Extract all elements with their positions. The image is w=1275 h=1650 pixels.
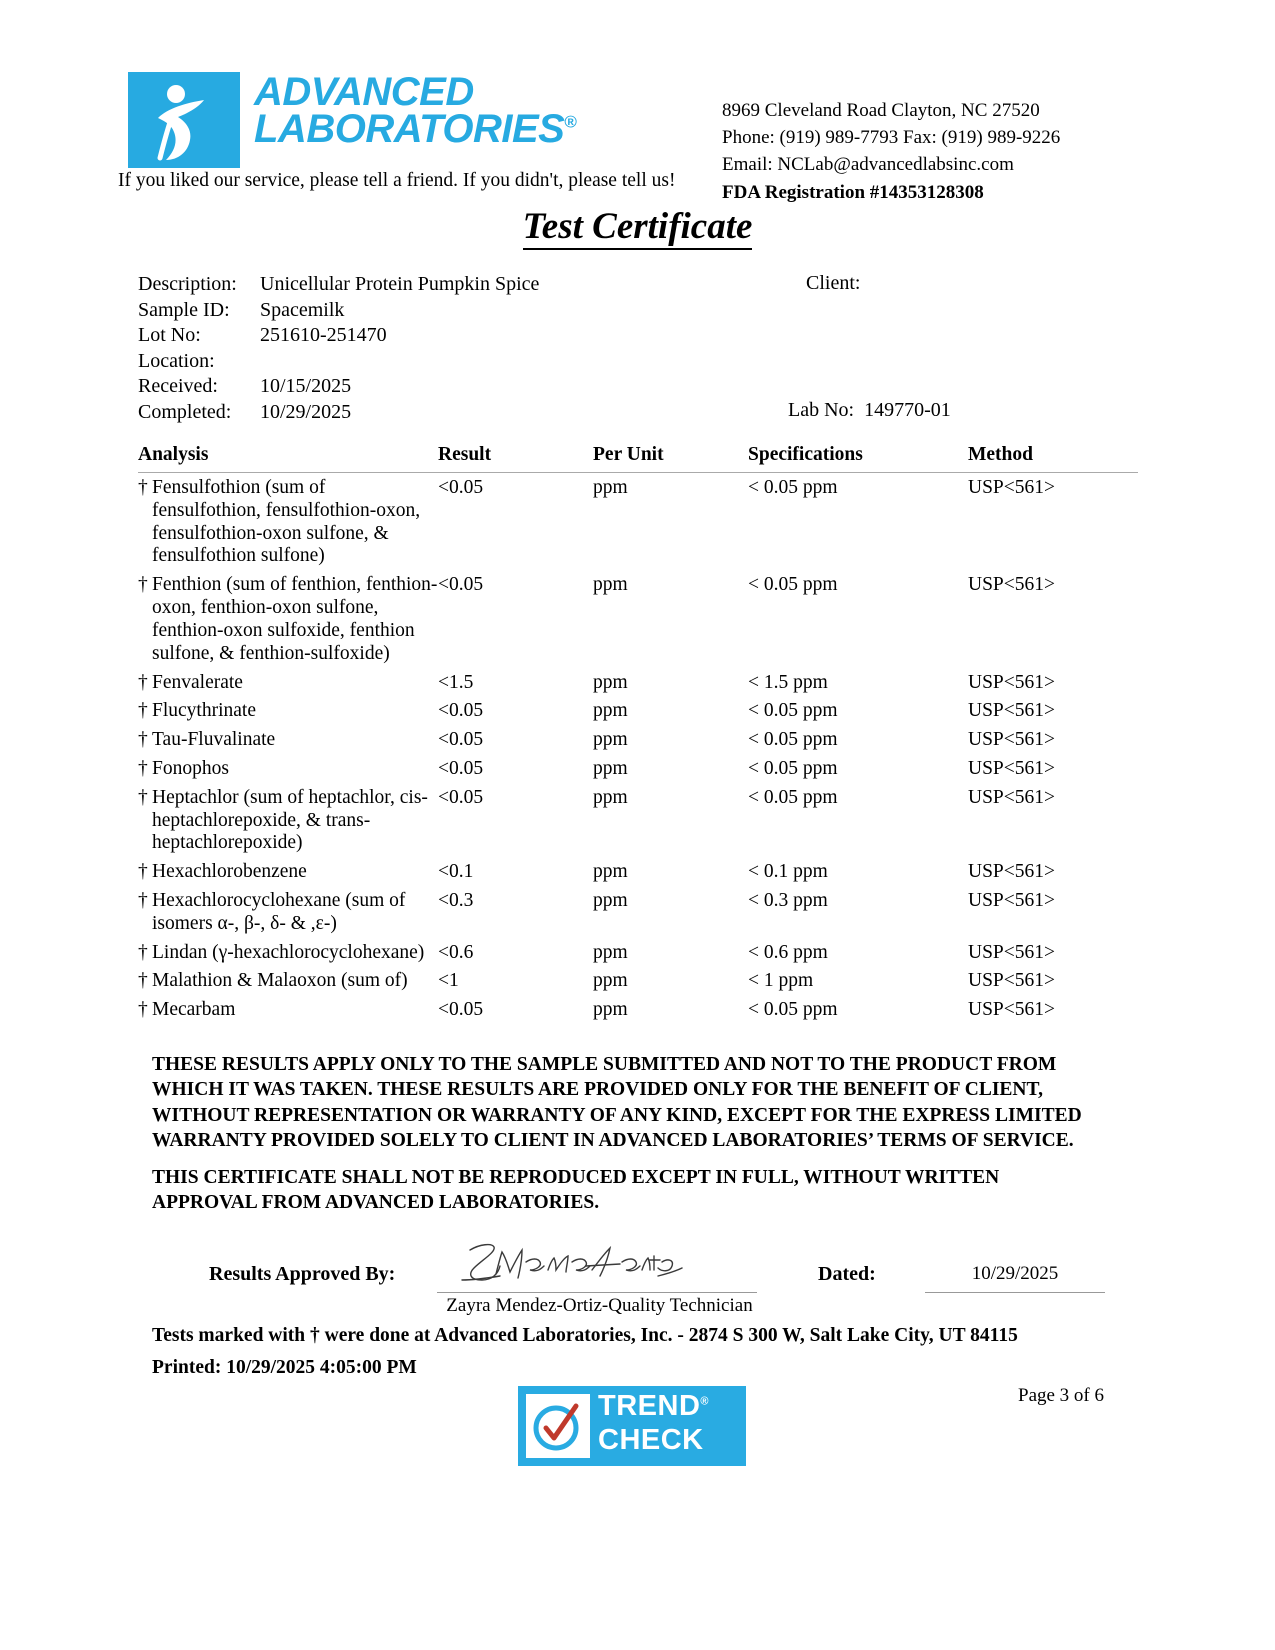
trend-check-badge: [526, 1394, 590, 1458]
dagger-marker: †: [138, 671, 148, 693]
received-value: 10/15/2025: [260, 375, 352, 398]
trend-logo-line-2: CHECK: [598, 1424, 704, 1456]
per-unit-value: ppm: [593, 999, 628, 1021]
table-row: [138, 696, 1138, 725]
table-row: [138, 966, 1138, 995]
analysis-name: Lindan (γ-hexachlorocyclohexane): [152, 941, 425, 963]
disclaimer-results-scope: THESE RESULTS APPLY ONLY TO THE SAMPLE SUBMITTED AND NOT TO THE PRODUCT FROM WHICH IT WAS TAKEN. THESE RESULTS ARE PROVIDED ONLY FOR THE BENEFIT OF CLIENT, WITHOUT REPRESENTATION OR WARRANTY OF ANY KIND, EXCEPT FOR THE EXPRESS LIMITED WARRANTY PROVIDED SOLELY TO CLIENT IN ADVANCED LABORATORIES’ TERMS OF SERVICE.: [152, 1054, 1082, 1152]
info-row-lot-no: [138, 323, 539, 349]
per-unit-value: ppm: [593, 861, 628, 883]
company-tagline: If you liked our service, please tell a friend. If you didn't, please tell us!: [118, 170, 676, 191]
completed-value: 10/29/2025: [260, 400, 352, 423]
dagger-marker: †: [138, 574, 148, 596]
per-unit-value: ppm: [593, 970, 628, 992]
specification-value: < 0.1 ppm: [748, 861, 828, 883]
specification-value: < 1.5 ppm: [748, 671, 828, 693]
result-value: <0.05: [438, 786, 484, 808]
per-unit-value: ppm: [593, 729, 628, 751]
result-value: <0.3: [438, 890, 474, 911]
dated-line: [925, 1292, 1105, 1293]
analysis-name: Heptachlor (sum of heptachlor, cis-heptachlorepoxide, & trans-heptachlorepoxide): [152, 786, 428, 854]
sample-info-block: [138, 272, 539, 426]
table-row: [138, 857, 1138, 886]
column-header-specifications: Specifications: [748, 444, 863, 465]
result-value: <0.1: [438, 861, 474, 883]
trend-check-logo: [518, 1386, 746, 1466]
per-unit-value: ppm: [593, 477, 628, 498]
method-value: USP<561>: [968, 999, 1056, 1021]
table-row: [138, 995, 1138, 1024]
method-value: USP<561>: [968, 477, 1056, 498]
signature-line: [437, 1292, 757, 1293]
dagger-marker: †: [138, 757, 148, 779]
analysis-name: Fenvalerate: [152, 671, 243, 693]
per-unit-value: ppm: [593, 786, 628, 808]
client-label: Client:: [806, 272, 861, 294]
lot-no-value: 251610-251470: [260, 324, 387, 347]
analysis-name: Flucythrinate: [152, 700, 256, 722]
logo-line-2: LABORATORIES®: [254, 106, 577, 151]
company-address: 8969 Cleveland Road Clayton, NC 27520: [722, 100, 1040, 121]
analysis-results-table: [138, 444, 1138, 1024]
analysis-name: Hexachlorobenzene: [152, 861, 307, 883]
trend-check-text: [598, 1392, 709, 1455]
analysis-name: Hexachlorocyclohexane (sum of isomers α-, β-, δ- & ,ε-): [152, 890, 406, 934]
method-value: USP<561>: [968, 941, 1056, 963]
info-row-received: [138, 374, 539, 400]
result-value: <0.05: [438, 729, 484, 751]
specification-value: < 0.3 ppm: [748, 890, 828, 911]
lab-no-value: 149770-01: [864, 399, 951, 421]
disclaimer-reproduction: THIS CERTIFICATE SHALL NOT BE REPRODUCED EXCEPT IN FULL, WITHOUT WRITTEN APPROVAL FROM ADVANCED LABORATORIES.: [152, 1167, 1000, 1214]
table-row: [138, 783, 1138, 857]
registered-mark: ®: [564, 112, 577, 132]
method-value: USP<561>: [968, 700, 1056, 722]
table-row: [138, 668, 1138, 697]
results-approved-by-label: Results Approved By:: [209, 1263, 396, 1285]
dagger-marker: †: [138, 941, 148, 963]
per-unit-value: ppm: [593, 941, 628, 963]
result-value: <0.05: [438, 574, 484, 596]
company-contact-block: [722, 98, 1060, 207]
specification-value: < 0.05 ppm: [748, 574, 838, 596]
dated-value: 10/29/2025: [971, 1263, 1059, 1284]
analysis-name: Mecarbam: [152, 999, 236, 1021]
company-logo-text: [254, 70, 577, 151]
method-value: USP<561>: [968, 729, 1056, 751]
lot-no-label: Lot No:: [138, 324, 201, 347]
signature-image: [452, 1236, 692, 1292]
info-row-completed: [138, 400, 539, 426]
specification-value: < 0.05 ppm: [748, 999, 838, 1021]
specification-value: < 0.05 ppm: [748, 729, 838, 751]
per-unit-value: ppm: [593, 757, 628, 779]
sample-id-value: Spacemilk: [260, 298, 345, 321]
analysis-name: Fensulfothion (sum of fensulfothion, fensulfothion-oxon, fensulfothion-oxon sulfone, & fensulfothion sulfone): [152, 477, 421, 567]
dagger-marker: †: [138, 970, 148, 992]
description-label: Description:: [138, 273, 237, 295]
company-logo: [128, 72, 576, 168]
result-value: <0.05: [438, 999, 484, 1021]
result-value: <0.6: [438, 941, 474, 963]
specification-value: < 1 ppm: [748, 970, 814, 992]
method-value: USP<561>: [968, 786, 1056, 808]
analysis-name: Malathion & Malaoxon (sum of): [152, 970, 408, 992]
table-row: [138, 886, 1138, 938]
document-header: [0, 0, 1275, 205]
result-value: <0.05: [438, 757, 484, 779]
specification-value: < 0.05 ppm: [748, 477, 838, 498]
page-title: Test Certificate: [0, 205, 1275, 248]
trend-logo-line-1: TREND®: [598, 1390, 709, 1422]
method-value: USP<561>: [968, 671, 1056, 693]
table-row: [138, 754, 1138, 783]
dagger-marker: †: [138, 729, 148, 751]
table-row: [138, 570, 1138, 667]
specification-value: < 0.05 ppm: [748, 786, 838, 808]
dated-label: Dated:: [818, 1263, 876, 1285]
trend-trademark: ®: [700, 1395, 709, 1408]
result-value: <0.05: [438, 477, 484, 498]
per-unit-value: ppm: [593, 574, 628, 596]
per-unit-value: ppm: [593, 671, 628, 693]
column-header-result: Result: [438, 444, 492, 465]
printed-timestamp: Printed: 10/29/2025 4:05:00 PM: [152, 1357, 417, 1378]
table-header-row: [138, 444, 1138, 473]
table-row: [138, 938, 1138, 967]
method-value: USP<561>: [968, 970, 1056, 992]
result-value: <0.05: [438, 700, 484, 722]
per-unit-value: ppm: [593, 700, 628, 722]
column-header-per-unit: Per Unit: [593, 444, 664, 465]
dagger-marker: †: [138, 786, 148, 808]
info-row-location: [138, 349, 539, 375]
sample-id-label: Sample ID:: [138, 298, 230, 321]
tests-marked-note: Tests marked with † were done at Advanced Laboratories, Inc. - 2874 S 300 W, Salt Lake City, UT 84115: [152, 1325, 1018, 1346]
running-figure-icon: [128, 72, 240, 168]
analysis-name: Fenthion (sum of fenthion, fenthion-oxon, fenthion-oxon sulfone, fenthion-oxon sulfoxide, fenthion sulfone, & fenthion-sulfoxide): [152, 574, 438, 664]
completed-label: Completed:: [138, 400, 232, 423]
dagger-marker: †: [138, 999, 148, 1021]
description-value: Unicellular Protein Pumpkin Spice: [260, 273, 540, 295]
received-label: Received:: [138, 375, 218, 398]
dagger-marker: †: [138, 700, 148, 722]
method-value: USP<561>: [968, 861, 1056, 883]
method-value: USP<561>: [968, 757, 1056, 779]
fda-registration: FDA Registration #14353128308: [722, 181, 984, 203]
lab-no-label: Lab No:: [788, 399, 855, 421]
result-value: <1: [438, 970, 459, 992]
company-phone-fax: Phone: (919) 989-7793 Fax: (919) 989-9226: [722, 126, 1061, 148]
analysis-name: Tau-Fluvalinate: [152, 729, 276, 751]
specification-value: < 0.05 ppm: [748, 757, 838, 779]
info-row-sample-id: [138, 298, 539, 324]
logo-line-1: ADVANCED: [254, 70, 474, 114]
method-value: USP<561>: [968, 574, 1056, 596]
table-row: [138, 473, 1138, 570]
company-email: Email: NCLab@advancedlabsinc.com: [722, 153, 1014, 175]
info-row-description: [138, 272, 539, 298]
lab-no-block: [788, 399, 951, 422]
page-number: Page 3 of 6: [1018, 1385, 1105, 1406]
analysis-name: Fonophos: [152, 757, 229, 779]
method-value: USP<561>: [968, 890, 1056, 911]
column-header-analysis: Analysis: [138, 444, 209, 465]
specification-value: < 0.05 ppm: [748, 700, 838, 722]
dagger-marker: †: [138, 890, 148, 911]
result-value: <1.5: [438, 671, 474, 693]
dagger-marker: †: [138, 477, 148, 498]
location-label: Location:: [138, 349, 215, 372]
per-unit-value: ppm: [593, 890, 628, 911]
dagger-marker: †: [138, 861, 148, 883]
signer-name: Zayra Mendez-Ortiz-Quality Technician: [446, 1295, 753, 1316]
table-row: [138, 725, 1138, 754]
column-header-method: Method: [968, 444, 1033, 465]
specification-value: < 0.6 ppm: [748, 941, 828, 963]
